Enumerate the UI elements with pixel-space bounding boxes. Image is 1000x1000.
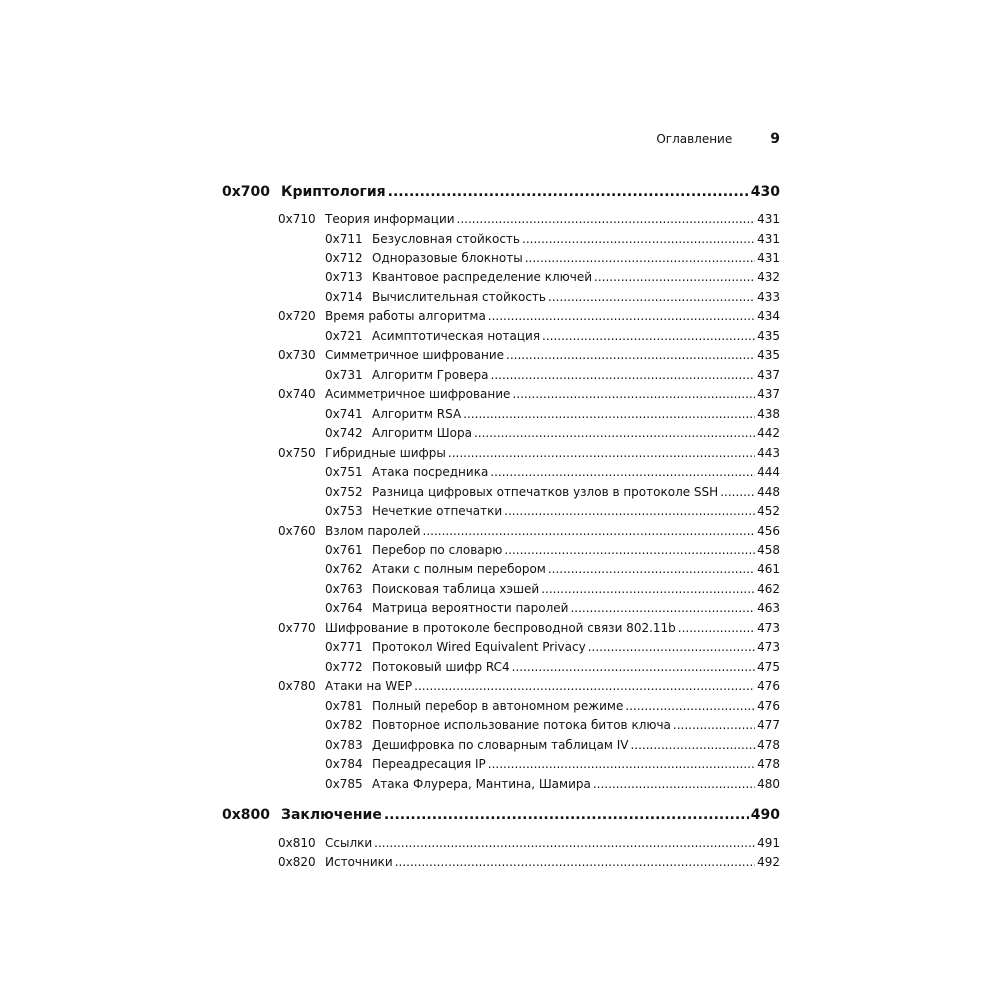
toc-entry-row [0, 521, 1000, 541]
toc-title: Потоковый шифр RC4 [372, 660, 510, 674]
toc-page-number: 492 [757, 855, 780, 869]
dot-leader [593, 774, 755, 794]
toc-code: 0x721 [325, 329, 363, 343]
toc-page-number: 480 [757, 777, 780, 791]
toc-code: 0x820 [278, 855, 316, 869]
toc-title: Квантовое распределение ключей [372, 270, 593, 284]
toc-page-number: 435 [757, 329, 780, 343]
toc-entry-row [0, 715, 1000, 735]
dot-leader [525, 248, 755, 268]
dot-leader [512, 384, 755, 404]
dot-leader [388, 182, 749, 202]
toc-code: 0x780 [278, 679, 316, 693]
toc-entry-row [0, 676, 1000, 696]
dot-leader [463, 404, 755, 424]
toc-page-number: 478 [757, 738, 780, 752]
toc-title: Источники [325, 855, 393, 869]
page-number: 9 [770, 131, 780, 147]
dot-leader [630, 735, 755, 755]
toc-page-number: 430 [750, 184, 780, 200]
toc-code: 0x714 [325, 290, 363, 304]
toc-title: Заключение [281, 807, 382, 823]
toc-title: Ссылки [325, 836, 373, 850]
dot-leader [720, 482, 755, 502]
toc-page-number: 448 [757, 485, 780, 499]
toc-entry-row [0, 209, 1000, 229]
running-header-title: Оглавление [656, 132, 733, 146]
toc-code: 0x742 [325, 426, 363, 440]
toc-entry-row [0, 754, 1000, 774]
toc-page-number: 431 [757, 212, 780, 226]
dot-leader [673, 715, 755, 735]
toc-page-number: 452 [757, 504, 780, 518]
toc-title: Атака Флурера, Мантина, Шамира [372, 777, 591, 791]
dot-leader [374, 833, 755, 853]
toc-code: 0x782 [325, 718, 363, 732]
toc-title: Повторное использование потока битов ключа [372, 718, 671, 732]
toc-page-number: 462 [757, 582, 780, 596]
toc-page-number: 442 [757, 426, 780, 440]
toc-page-number: 431 [757, 251, 780, 265]
toc-title: Протокол Wired Equivalent Privacy [372, 640, 586, 654]
toc-title: Взлом паролей [325, 524, 421, 538]
toc-code: 0x761 [325, 543, 363, 557]
toc-code: 0x710 [278, 212, 316, 226]
toc-code: 0x741 [325, 407, 363, 421]
toc-title: Алгоритм RSA [372, 407, 462, 421]
dot-leader [570, 598, 755, 618]
toc-page-number: 478 [757, 757, 780, 771]
toc-page-number: 475 [757, 660, 780, 674]
toc-code: 0x720 [278, 309, 316, 323]
toc-code: 0x781 [325, 699, 363, 713]
dot-leader [625, 696, 755, 716]
dot-leader [504, 501, 755, 521]
dot-leader [488, 754, 755, 774]
toc-entry-row [0, 404, 1000, 424]
toc-page-number: 461 [757, 562, 780, 576]
toc-entry-row [0, 345, 1000, 365]
toc-entry-row [0, 540, 1000, 560]
toc-code: 0x772 [325, 660, 363, 674]
toc-title: Атака посредника [372, 465, 489, 479]
toc-entry-row [0, 696, 1000, 716]
toc-code: 0x764 [325, 601, 363, 615]
toc-chapter-row [0, 805, 1000, 825]
toc-code: 0x760 [278, 524, 316, 538]
toc-page-number: 491 [757, 836, 780, 850]
toc-title: Криптология [281, 184, 386, 200]
dot-leader [490, 462, 755, 482]
dot-leader [474, 423, 755, 443]
dot-leader [542, 326, 755, 346]
toc-entry-row [0, 248, 1000, 268]
toc-title: Дешифровка по словарным таблицам IV [372, 738, 629, 752]
toc-title: Безусловная стойкость [372, 232, 520, 246]
toc-code: 0x783 [325, 738, 363, 752]
dot-leader [414, 676, 755, 696]
dot-leader [512, 657, 755, 677]
toc-title: Разница цифровых отпечатков узлов в протоколе SSH [372, 485, 719, 499]
dot-leader [504, 540, 755, 560]
toc-page-number: 444 [757, 465, 780, 479]
dot-leader [522, 229, 755, 249]
toc-title: Теория информации [325, 212, 455, 226]
toc-page-number: 432 [757, 270, 780, 284]
toc-entry-row [0, 501, 1000, 521]
toc-entry-row [0, 423, 1000, 443]
toc-title: Атаки на WEP [325, 679, 413, 693]
toc-page-number: 476 [757, 679, 780, 693]
toc-entry-row [0, 637, 1000, 657]
toc-title: Время работы алгоритма [325, 309, 486, 323]
toc-entry-row [0, 774, 1000, 794]
toc-page-number: 433 [757, 290, 780, 304]
dot-leader [448, 443, 755, 463]
toc-code: 0x762 [325, 562, 363, 576]
toc-entry-row [0, 482, 1000, 502]
toc-code: 0x810 [278, 836, 316, 850]
dot-leader [548, 287, 755, 307]
toc-code: 0x751 [325, 465, 363, 479]
dot-leader [678, 618, 755, 638]
toc-entry-row [0, 462, 1000, 482]
toc-code: 0x730 [278, 348, 316, 362]
dot-leader [491, 365, 756, 385]
toc-page-number: 473 [757, 621, 780, 635]
toc-code: 0x752 [325, 485, 363, 499]
toc-page-number: 477 [757, 718, 780, 732]
toc-page-number: 490 [750, 807, 780, 823]
toc-page-number: 438 [757, 407, 780, 421]
toc-page-number: 456 [757, 524, 780, 538]
toc-entry-row [0, 287, 1000, 307]
toc-code: 0x740 [278, 387, 316, 401]
toc-title: Перебор по словарю [372, 543, 503, 557]
toc-title: Алгоритм Гровера [372, 368, 489, 382]
dot-leader [594, 267, 755, 287]
toc-entry-row [0, 559, 1000, 579]
toc-title: Алгоритм Шора [372, 426, 472, 440]
toc-code: 0x700 [222, 184, 270, 200]
toc-entry-row [0, 443, 1000, 463]
toc-page-number: 443 [757, 446, 780, 460]
toc-title: Асимптотическая нотация [372, 329, 541, 343]
toc-title: Матрица вероятности паролей [372, 601, 569, 615]
toc-title: Шифрование в протоколе беспроводной связи 802.11b [325, 621, 676, 635]
toc-entry-row [0, 833, 1000, 853]
toc-code: 0x753 [325, 504, 363, 518]
toc-page-number: 435 [757, 348, 780, 362]
running-header [600, 131, 780, 151]
toc-title: Поисковая таблица хэшей [372, 582, 540, 596]
toc-title: Переадресация IP [372, 757, 486, 771]
toc-page-number: 476 [757, 699, 780, 713]
dot-leader [457, 209, 756, 229]
toc-entry-row [0, 365, 1000, 385]
toc-code: 0x711 [325, 232, 363, 246]
toc-entry-row [0, 735, 1000, 755]
toc-title: Атаки с полным перебором [372, 562, 546, 576]
dot-leader [395, 852, 755, 872]
toc-code: 0x731 [325, 368, 363, 382]
toc-code: 0x800 [222, 807, 270, 823]
toc-code: 0x713 [325, 270, 363, 284]
toc-page-number: 431 [757, 232, 780, 246]
toc-page-number: 458 [757, 543, 780, 557]
toc-code: 0x712 [325, 251, 363, 265]
toc-page-number: 437 [757, 387, 780, 401]
toc-entry-row [0, 657, 1000, 677]
toc-code: 0x763 [325, 582, 363, 596]
toc-title: Асимметричное шифрование [325, 387, 511, 401]
dot-leader [384, 805, 749, 825]
toc-entry-row [0, 618, 1000, 638]
toc-entry-row [0, 267, 1000, 287]
toc-code: 0x750 [278, 446, 316, 460]
toc-entry-row [0, 579, 1000, 599]
toc-entry-row [0, 598, 1000, 618]
toc-code: 0x784 [325, 757, 363, 771]
toc-page-number: 463 [757, 601, 780, 615]
toc-title: Симметричное шифрование [325, 348, 504, 362]
toc-entry-row [0, 306, 1000, 326]
toc-entry-row [0, 852, 1000, 872]
dot-leader [423, 521, 756, 541]
dot-leader [541, 579, 755, 599]
toc-title: Полный перебор в автономном режиме [372, 699, 624, 713]
dot-leader [548, 559, 755, 579]
toc-chapter-row [0, 182, 1000, 202]
toc-title: Гибридные шифры [325, 446, 446, 460]
toc-page-number: 437 [757, 368, 780, 382]
dot-leader [506, 345, 755, 365]
toc-entry-row [0, 384, 1000, 404]
toc-title: Нечеткие отпечатки [372, 504, 503, 518]
toc-entry-row [0, 229, 1000, 249]
toc-page-number: 473 [757, 640, 780, 654]
toc-entry-row [0, 326, 1000, 346]
dot-leader [588, 637, 755, 657]
dot-leader [488, 306, 755, 326]
toc-code: 0x785 [325, 777, 363, 791]
toc-code: 0x770 [278, 621, 316, 635]
toc-title: Вычислительная стойкость [372, 290, 546, 304]
toc-page-number: 434 [757, 309, 780, 323]
toc-code: 0x771 [325, 640, 363, 654]
toc-title: Одноразовые блокноты [372, 251, 523, 265]
